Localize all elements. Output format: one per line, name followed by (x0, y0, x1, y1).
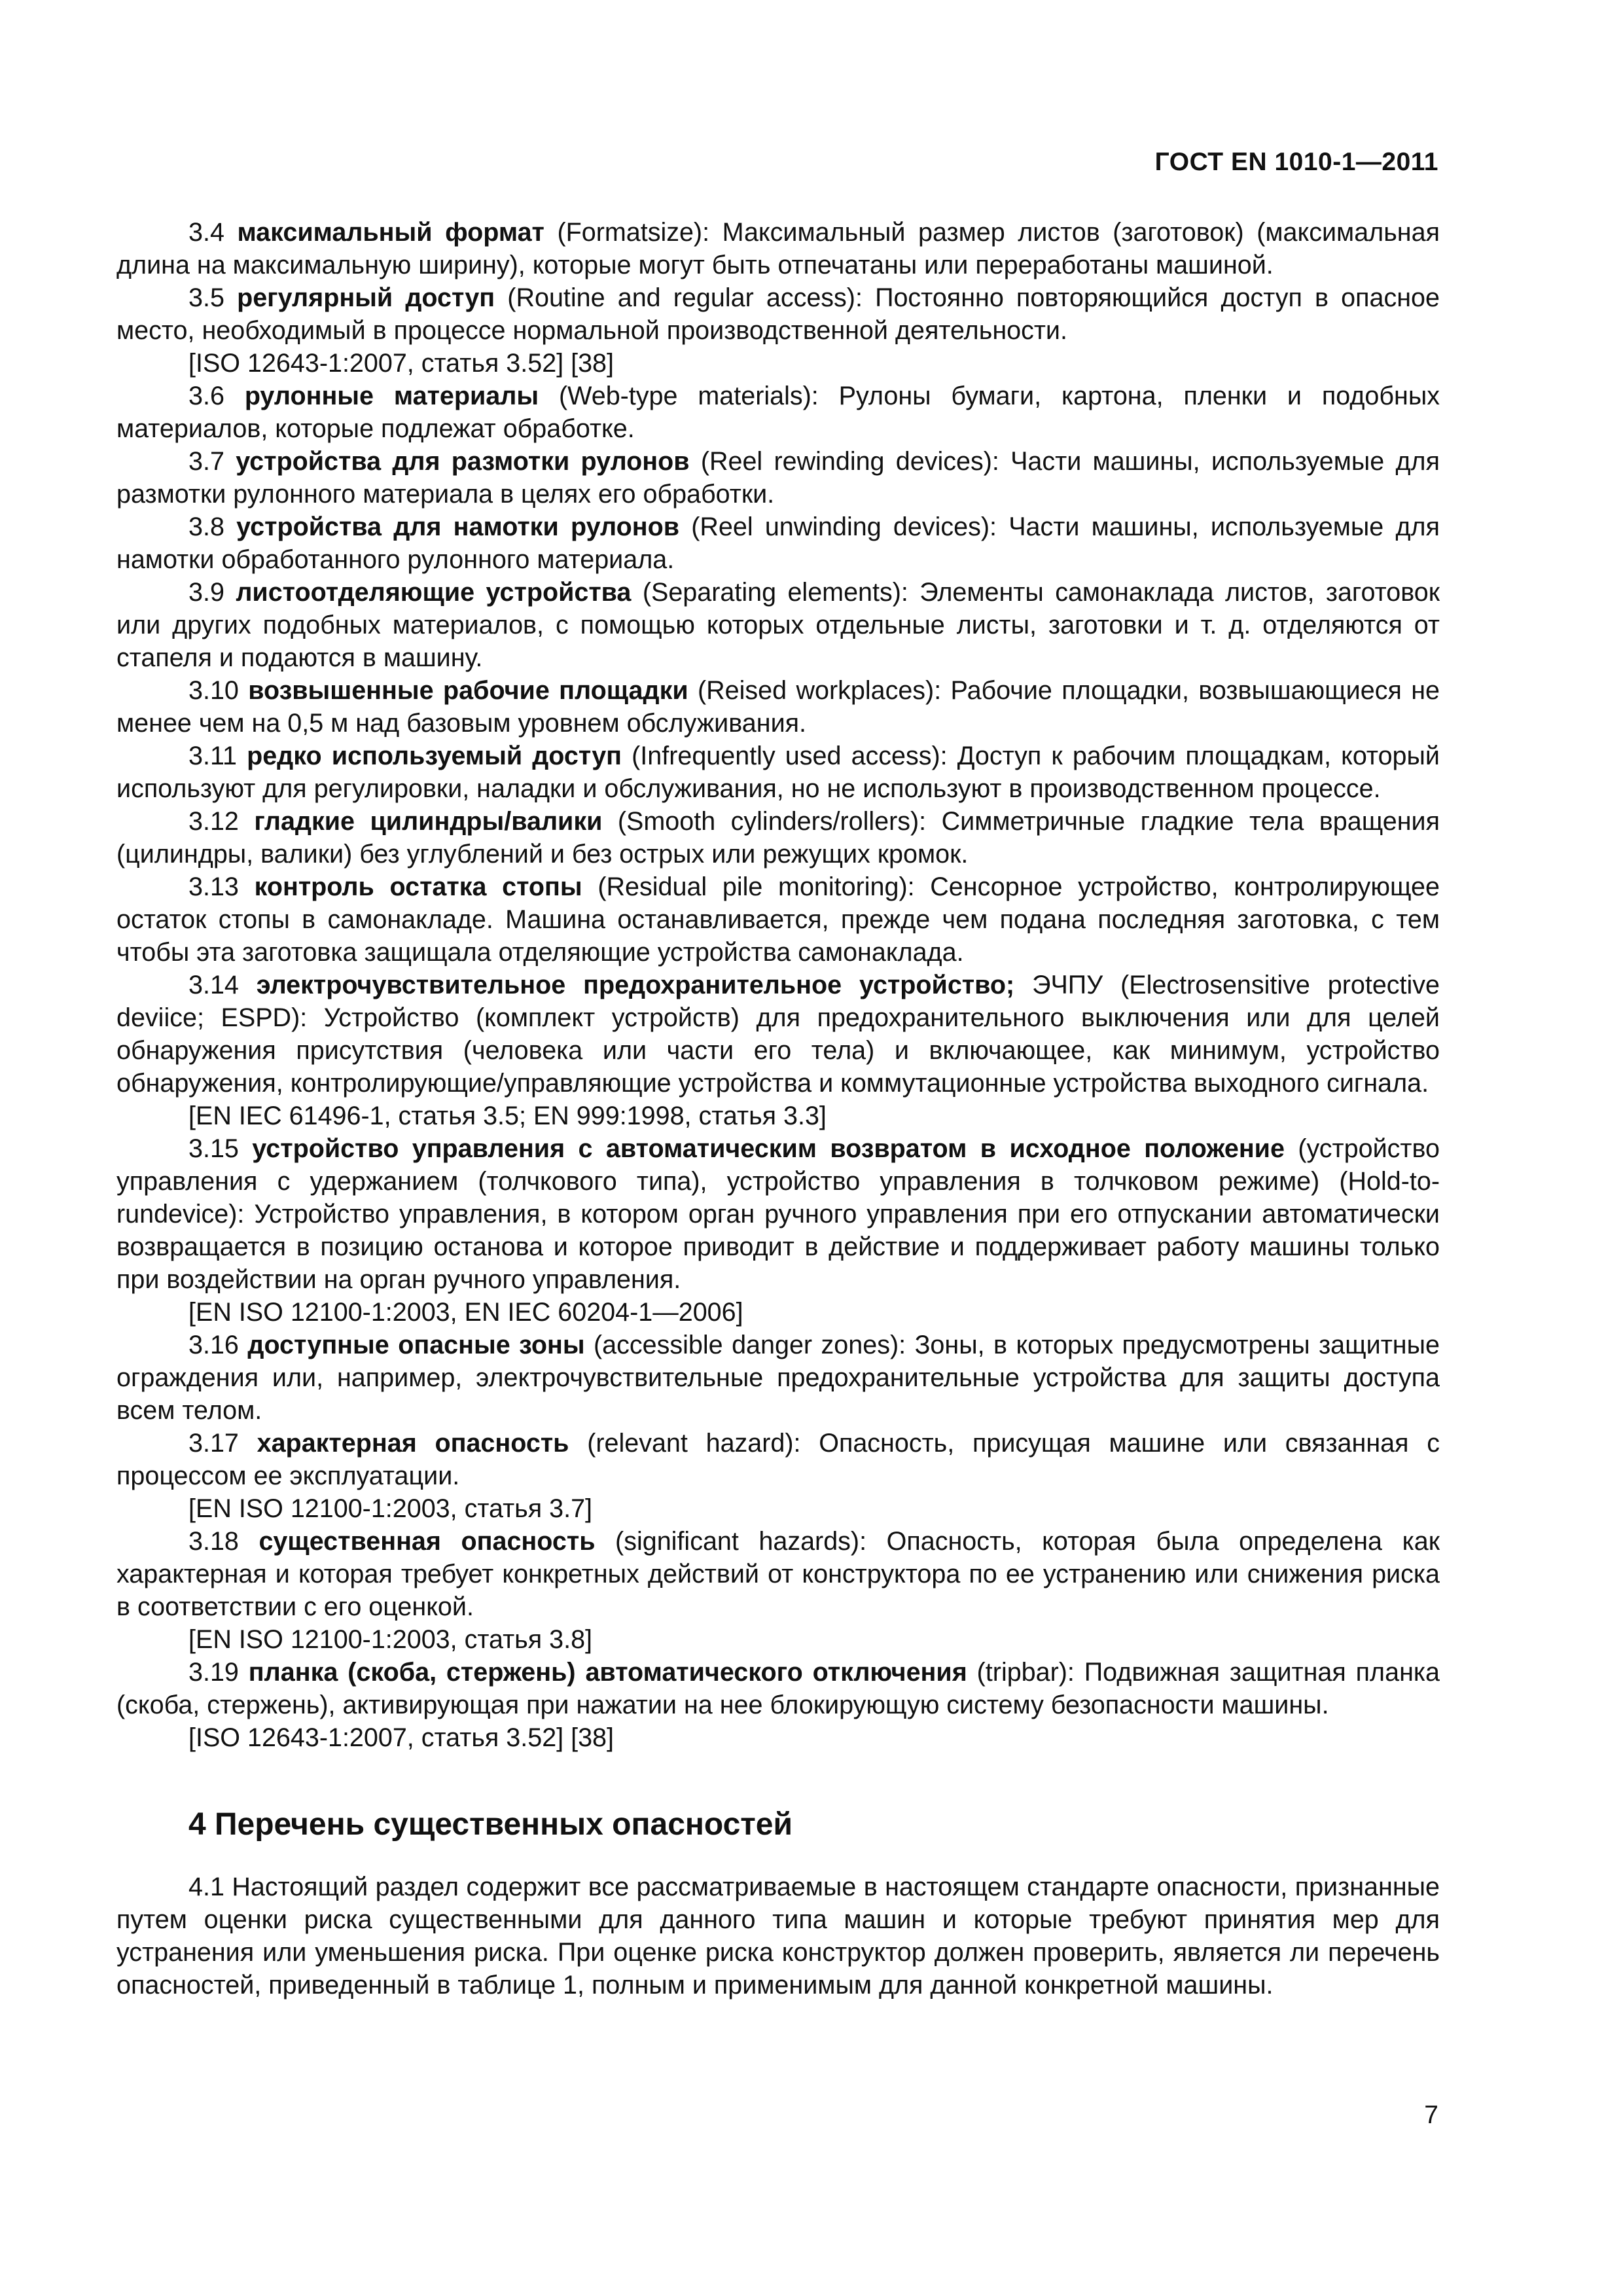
definition-entry (116, 1427, 1440, 1492)
definition-number: 3.16 (188, 1331, 239, 1359)
definition-text: ЭЧПУ (Electrosensitive protective deviice; ESPD): Устройство (комплект устройств) для предохранительного выключения или для целей обнаружения присутствия (человека или части его тела) и включающее, как минимум, устройство обнаружения, контролирующие/управляющие устройства и коммутационные устройства выходного сигнала. (116, 971, 1440, 1098)
definition-term: характерная опасность (257, 1429, 569, 1458)
document-code-header: ГОСТ EN 1010-1—2011 (1154, 148, 1438, 176)
definition-text: (relevant hazard): Опасность, присущая машине или связанная с процессом ее эксплуатации. (116, 1429, 1440, 1490)
definition-text: (Formatsize): Максимальный размер листов (заготовок) (максимальная длина на максимальную ширину), которые могут быть отпечатаны или переработаны машиной. (116, 218, 1440, 279)
definition-number: 3.7 (188, 447, 224, 476)
definition-text: (Smooth cylinders/rollers): Симметричные гладкие тела вращения (цилиндры, валики) без углублений и без острых или режущих кромок. (116, 807, 1440, 869)
definitions-list (116, 216, 1440, 1754)
definition-number: 3.8 (188, 512, 224, 541)
definition-number: 3.18 (188, 1527, 239, 1556)
definition-text: (устройство управления с удержанием (толчкового типа), устройство управления в толчковом режиме) (Hold-to-rundevice): Устройство управления, в котором орган ручного управления при его отпускании автоматически возвращается в позицию останова и которое приводит в действие и поддерживает работу машины только при воздействии на орган ручного управления. (116, 1134, 1440, 1294)
definition-entry (116, 281, 1440, 347)
definition-entry (116, 1525, 1440, 1623)
section-paragraph: 4.1 Настоящий раздел содержит все рассматриваемые в настоящем стандарте опасности, признанные путем оценки риска существенными для данного типа машин и которые требуют принятия мер для устранения или уменьшения риска. При оценке риска конструктор должен проверить, является ли перечень опасностей, приведенный в таблице 1, полным и применимым для данной конкретной машины. (116, 1873, 1440, 2000)
definition-number: 3.4 (188, 218, 224, 247)
definition-number: 3.19 (188, 1658, 239, 1687)
reference-citation: [EN ISO 12100-1:2003, EN IEC 60204-1—2006] (188, 1298, 743, 1327)
definition-term: устройства для размотки рулонов (236, 447, 690, 476)
definition-entry (116, 870, 1440, 969)
definition-term: возвышенные рабочие площадки (248, 676, 688, 705)
definition-term: устройства для намотки рулонов (236, 512, 679, 541)
definition-term: планка (скоба, стержень) автоматического отключения (248, 1658, 967, 1687)
definition-entry (116, 380, 1440, 445)
definition-entry (116, 1329, 1440, 1427)
definition-number: 3.5 (188, 283, 224, 312)
definition-entry (116, 445, 1440, 511)
definition-entry (116, 1132, 1440, 1296)
definition-entry (116, 1656, 1440, 1721)
definition-entry (116, 674, 1440, 740)
definition-term: листоотделяющие устройства (236, 578, 632, 607)
definition-text: (Web-type materials): Рулоны бумаги, картона, пленки и подобных материалов, которые подлежат обработке. (116, 382, 1440, 443)
definition-text: (Residual pile monitoring): Сенсорное устройство, контролирующее остаток стопы в самонакладе. Машина останавливается, прежде чем подана последняя заготовка, с тем чтобы эта заготовка защищала отделяющие устройства самонаклада. (116, 872, 1440, 967)
page-number: 7 (1424, 2101, 1438, 2129)
definition-entry (116, 740, 1440, 805)
definition-entry (116, 576, 1440, 674)
definition-term: редко используемый доступ (247, 742, 622, 770)
definition-text: (Separating elements): Элементы самонаклада листов, заготовок или других подобных материалов, с помощью которых отдельные листы, заготовки и т. д. отделяются от стапеля и подаются в машину. (116, 578, 1440, 672)
definition-term: регулярный доступ (237, 283, 495, 312)
reference-citation: [ISO 12643-1:2007, статья 3.52] [38] (188, 1723, 614, 1752)
definition-number: 3.14 (188, 971, 239, 999)
definition-number: 3.6 (188, 382, 224, 410)
definition-text: (Reel rewinding devices): Части машины, используемые для размотки рулонного материала в целях его обработки. (116, 447, 1440, 509)
definition-number: 3.17 (188, 1429, 239, 1458)
definition-entry (116, 216, 1440, 281)
definition-term: устройство управления с автоматическим возвратом в исходное положение (252, 1134, 1285, 1163)
definition-term: электрочувствительное предохранительное устройство; (256, 971, 1015, 999)
definition-text: (tripbar): Подвижная защитная планка (скоба, стержень), активирующая при нажатии на нее блокирующую систему безопасности машины. (116, 1658, 1440, 1719)
definition-text: (Infrequently used access): Доступ к рабочим площадкам, который используют для регулировки, наладки и обслуживания, но не используют в производственном процессе. (116, 742, 1440, 803)
definition-number: 3.9 (188, 578, 224, 607)
reference-citation: [EN ISO 12100-1:2003, статья 3.8] (188, 1625, 593, 1654)
reference-citation: [ISO 12643-1:2007, статья 3.52] [38] (188, 349, 614, 378)
definition-text: (accessible danger zones): Зоны, в которых предусмотрены защитные ограждения или, например, электрочувствительные предохранительные устройства для защиты доступа всем телом. (116, 1331, 1440, 1425)
definition-number: 3.11 (188, 742, 237, 770)
definition-term: существенная опасность (259, 1527, 596, 1556)
definition-term: контроль остатка стопы (254, 872, 582, 901)
definition-entry (116, 805, 1440, 870)
definition-entry (116, 969, 1440, 1100)
definition-term: максимальный формат (237, 218, 544, 247)
section-heading: 4 Перечень существенных опасностей (188, 1807, 793, 1842)
definition-term: доступные опасные зоны (247, 1331, 585, 1359)
definition-text: (Reel unwinding devices): Части машины, используемые для намотки обработанного рулонного материала. (116, 512, 1440, 574)
definition-number: 3.10 (188, 676, 239, 705)
reference-citation: [EN IEC 61496-1, статья 3.5; EN 999:1998, статья 3.3] (188, 1102, 827, 1130)
document-body (116, 216, 1440, 2001)
definition-number: 3.13 (188, 872, 239, 901)
definition-text: (Reised workplaces): Рабочие площадки, возвышающиеся не менее чем на 0,5 м над базовым уровнем обслуживания. (116, 676, 1440, 738)
definition-number: 3.15 (188, 1134, 239, 1163)
definition-text: (significant hazards): Опасность, которая была определена как характерная и которая требует конкретных действий от конструктора по ее устранению или снижения риска в соответствии с его оценкой. (116, 1527, 1440, 1621)
definition-term: рулонные материалы (244, 382, 539, 410)
definition-text: (Routine and regular access): Постоянно повторяющийся доступ в опасное место, необходимый в процессе нормальной производственной деятельности. (116, 283, 1440, 345)
definition-entry (116, 511, 1440, 576)
definition-term: гладкие цилиндры/валики (254, 807, 603, 836)
reference-citation: [EN ISO 12100-1:2003, статья 3.7] (188, 1494, 593, 1523)
definition-number: 3.12 (188, 807, 239, 836)
